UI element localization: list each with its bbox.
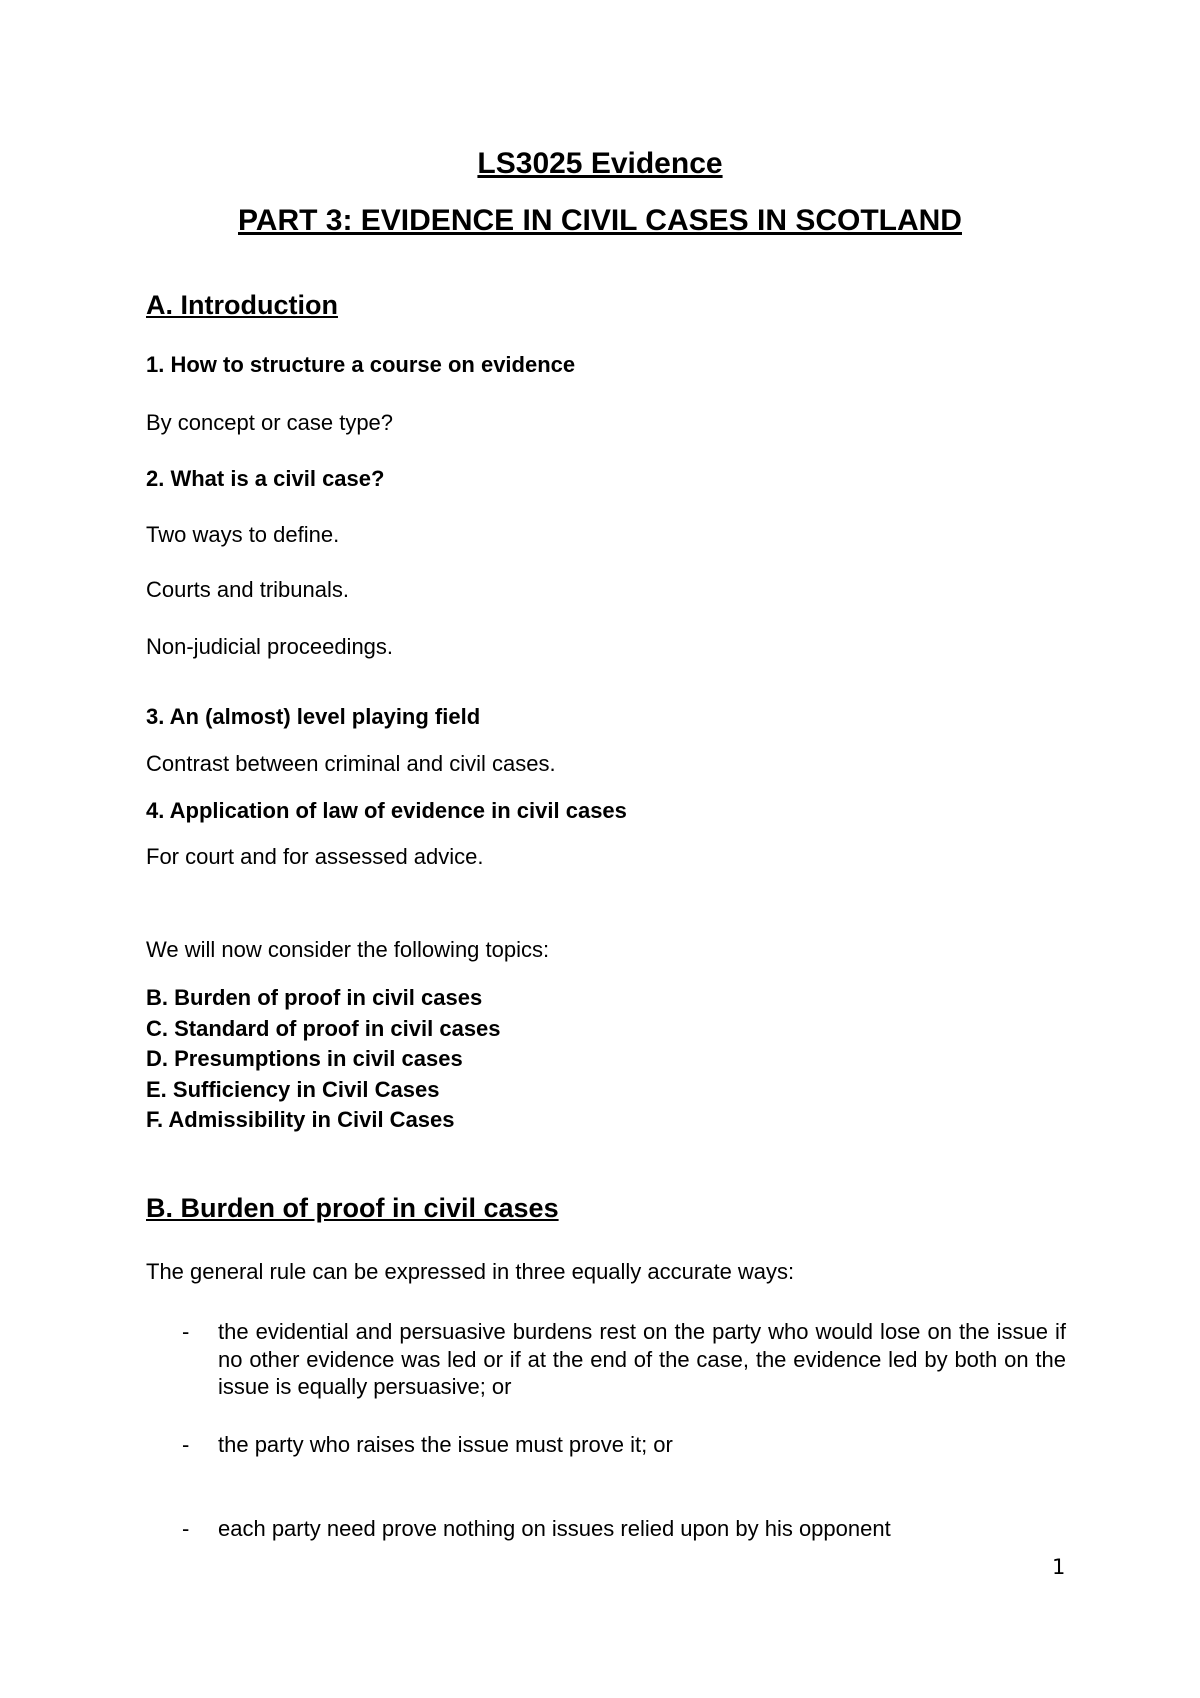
item-3-text: Contrast between criminal and civil cases. <box>146 751 556 776</box>
bullet-text: the evidential and persuasive burdens rest on the party who would lose on the issue if no other evidence was led or if at the end of the case, the evidence led by both on the issue is equally persuasive; or <box>218 1319 1066 1399</box>
topic-item: B. Burden of proof in civil cases <box>146 985 483 1010</box>
item-2-text-3: Non-judicial proceedings. <box>146 634 394 659</box>
topics-intro: We will now consider the following topics: <box>146 937 550 962</box>
topics-list <box>146 983 501 1136</box>
part-title: PART 3: EVIDENCE IN CIVIL CASES IN SCOTLAND <box>238 204 962 237</box>
section-b-heading: B. Burden of proof in civil cases <box>146 1193 559 1223</box>
topic-item: D. Presumptions in civil cases <box>146 1046 463 1071</box>
bullet-marker: - <box>182 1516 190 1541</box>
bullet-text: the party who raises the issue must prove it; or <box>218 1431 673 1457</box>
item-2-heading: 2. What is a civil case? <box>146 466 385 491</box>
topic-item: F. Admissibility in Civil Cases <box>146 1107 455 1132</box>
bullet-item <box>146 1431 1066 1459</box>
bullet-text: each party need prove nothing on issues relied upon by his opponent <box>218 1516 891 1541</box>
bullet-item <box>146 1318 1066 1401</box>
topic-item: E. Sufficiency in Civil Cases <box>146 1076 440 1102</box>
bullet-marker: - <box>182 1431 190 1457</box>
item-1-heading: 1. How to structure a course on evidence <box>146 352 576 377</box>
item-4-text: For court and for assessed advice. <box>146 844 484 869</box>
item-2-text-2: Courts and tribunals. <box>146 577 349 602</box>
topic-item: C. Standard of proof in civil cases <box>146 1015 501 1041</box>
bullet-marker: - <box>182 1319 190 1344</box>
bullet-list <box>146 1318 1066 1543</box>
item-3-heading: 3. An (almost) level playing field <box>146 704 481 729</box>
section-b-intro: The general rule can be expressed in three equally accurate ways: <box>146 1259 795 1284</box>
item-4-heading: 4. Application of law of evidence in civil cases <box>146 798 627 823</box>
section-a-heading: A. Introduction <box>146 290 338 320</box>
item-1-text: By concept or case type? <box>146 410 394 435</box>
item-2-text-1: Two ways to define. <box>146 522 340 547</box>
bullet-item <box>146 1515 1066 1543</box>
page-number: 1 <box>1052 1555 1066 1579</box>
course-title: LS3025 Evidence <box>477 147 723 180</box>
